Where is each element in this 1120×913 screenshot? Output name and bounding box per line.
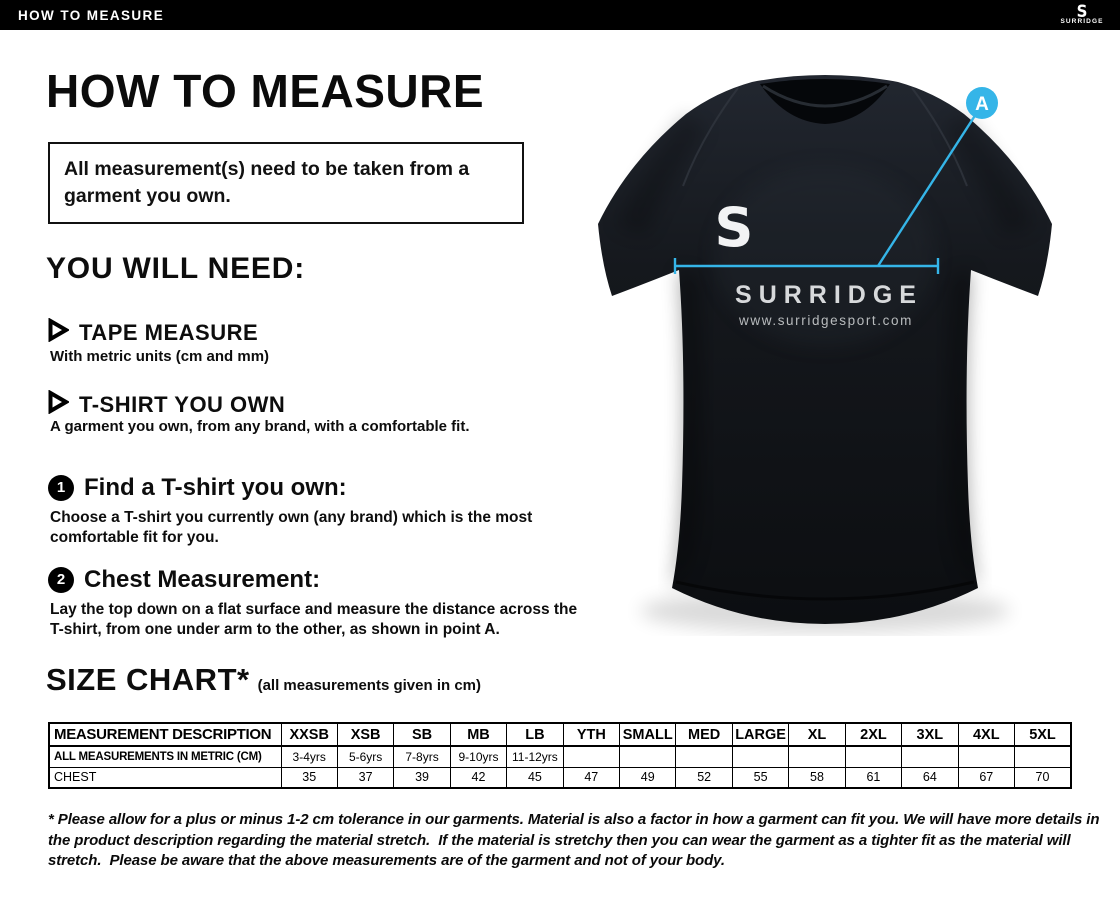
measurement-notice-box [48,142,524,224]
table-header-cell: 4XL [958,723,1014,746]
table-cell: 11-12yrs [507,746,563,767]
table-header-row [49,723,1071,746]
play-triangle-icon [48,318,69,347]
section-header-bar [0,0,1120,30]
size-chart-table [48,722,1072,789]
table-cell: 58 [789,767,845,788]
step-2-description: Lay the top down on a flat surface and measure the distance across the T-shirt, from one under arm to the other, as shown in point A. [50,601,578,638]
table-header-cell: XL [789,723,845,746]
table-cell: 5-6yrs [337,746,393,767]
table-cell: 67 [958,767,1014,788]
section-header-title: HOW TO MEASURE [18,7,165,23]
step-number-badge: 1 [48,475,74,501]
table-cell: 49 [620,767,676,788]
table-cell [732,746,788,767]
page-title: HOW TO MEASURE [46,65,485,117]
table-cell [1014,746,1071,767]
table-header-cell: 2XL [845,723,901,746]
surridge-logo-icon: S [1076,0,1088,22]
table-cell: 64 [902,767,958,788]
table-header-cell: LARGE [732,723,788,746]
table-cell: 52 [676,767,732,788]
table-cell [676,746,732,767]
table-cell: 70 [1014,767,1071,788]
table-cell: 7-8yrs [394,746,450,767]
tshirt-measurement-diagram [586,66,1066,636]
size-chart-heading [46,662,481,698]
need-item-description: A garment you own, from any brand, with a comfortable fit. [50,418,470,435]
size-chart-title: SIZE CHART* [46,662,250,697]
need-item-tshirt [48,390,285,419]
table-header-cell: MB [450,723,506,746]
size-chart-subtitle: (all measurements given in cm) [257,677,481,694]
table-cell [563,746,619,767]
table-cell: 61 [845,767,901,788]
table-cell: 9-10yrs [450,746,506,767]
need-item-description: With metric units (cm and mm) [50,348,270,365]
shirt-brand-text: SURRIDGE [735,281,923,309]
step-number-badge: 2 [48,567,74,593]
step-2-heading [48,566,320,594]
table-cell: 55 [732,767,788,788]
table-cell: ALL MEASUREMENTS IN METRIC (CM) [49,746,281,767]
table-cell [620,746,676,767]
table-header-cell: 3XL [902,723,958,746]
need-item-tape-measure [48,318,258,347]
point-a-marker [966,87,998,119]
point-a-label: A [975,94,989,115]
table-cell: 39 [394,767,450,788]
table-header-cell: YTH [563,723,619,746]
table-cell: 3-4yrs [281,746,337,767]
tshirt-image [586,66,1066,636]
table-cell: CHEST [49,767,281,788]
table-header-cell: XXSB [281,723,337,746]
table-cell [845,746,901,767]
table-cell: 42 [450,767,506,788]
tolerance-footnote: * Please allow for a plus or minus 1-2 cm tolerance in our garments. Material is also a factor in how a garment can fit you. We will have more details in the product description regarding the material stretch. If the material is stretchy then you can wear the garment as a tighter fit as the material will stretch. Please be aware that the above measurements are of the garment and not of your body. [48,811,1104,869]
table-header-cell: SB [394,723,450,746]
table-header-cell: 5XL [1014,723,1071,746]
table-cell: 47 [563,767,619,788]
table-cell [789,746,845,767]
table-header-cell: MED [676,723,732,746]
measurement-notice-text: All measurement(s) need to be taken from a garment you own. [64,158,470,207]
need-item-title: T-SHIRT YOU OWN [79,391,286,417]
step-1-description: Choose a T-shirt you currently own (any brand) which is the most comfortable fit for you. [50,509,533,546]
table-cell: 45 [507,767,563,788]
surridge-logo [1052,1,1112,29]
table-cell: 37 [337,767,393,788]
table-header-cell: XSB [337,723,393,746]
table-header-cell: SMALL [620,723,676,746]
table-cell: 35 [281,767,337,788]
step-title: Find a T-shirt you own: [84,474,347,501]
shirt-logo-icon: S [714,196,754,259]
play-triangle-icon [48,390,69,419]
step-1-heading [48,474,347,502]
shirt-url-text: www.surridgesport.com [739,313,913,328]
need-item-title: TAPE MEASURE [79,319,259,345]
step-title: Chest Measurement: [84,566,321,593]
table-header-cell: MEASUREMENT DESCRIPTION [49,723,281,746]
you-will-need-heading: YOU WILL NEED: [46,252,305,285]
table-cell [958,746,1014,767]
table-row-chest [49,767,1071,788]
table-cell [902,746,958,767]
table-header-cell: LB [507,723,563,746]
table-row-age-bands [49,746,1071,767]
surridge-logo-wordmark: SURRIDGE [1060,18,1104,25]
